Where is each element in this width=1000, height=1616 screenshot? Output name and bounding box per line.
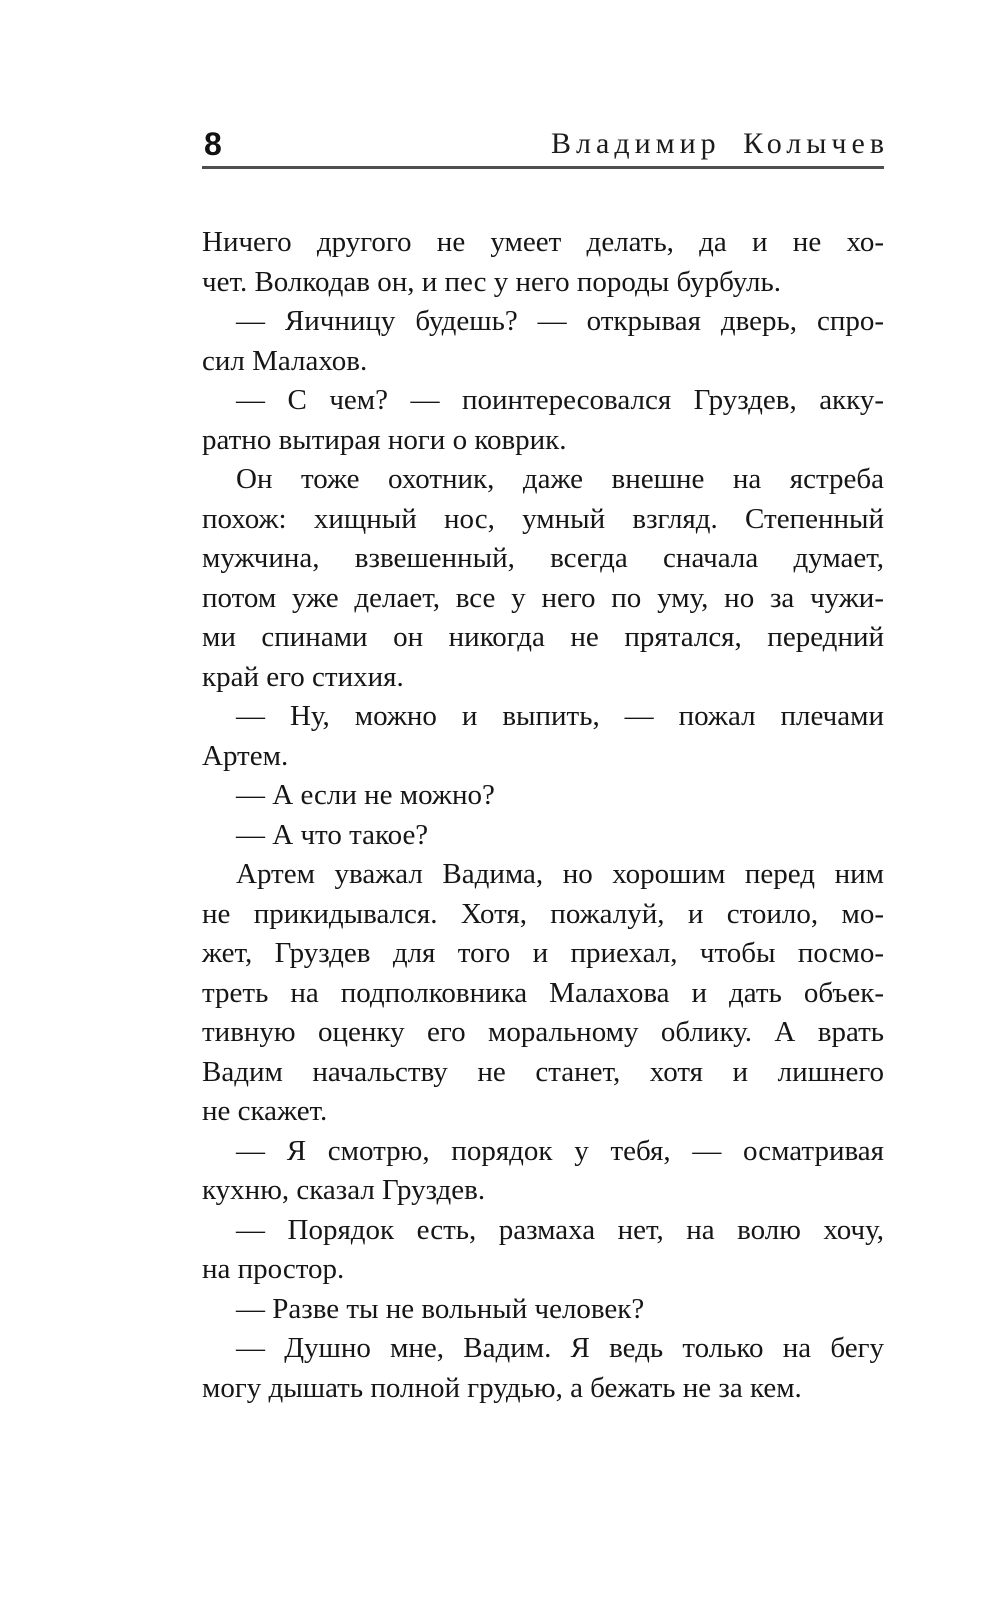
text-line: Вадим начальству не станет, хотя и лишнего [202, 1055, 884, 1088]
text-line: потом уже делает, все у него по уму, но за чужи- [202, 581, 884, 614]
text-line: — Порядок есть, размаха нет, на волю хочу, [236, 1213, 884, 1246]
text-line: — А что такое? [236, 818, 429, 851]
text-line: не скажет. [202, 1095, 328, 1127]
header-rule-divider [202, 166, 884, 169]
text-line: чет. Волкодав он, и пес у него породы бурбуль. [202, 265, 781, 298]
text-line: — А если не можно? [236, 779, 495, 811]
text-line: — Ну, можно и выпить, — пожал плечами [236, 700, 884, 732]
page-number: 8 [204, 126, 222, 162]
text-line: треть на подполковника Малахова и дать объек- [202, 976, 884, 1009]
text-line: — С чем? — поинтересовался Груздев, акку- [236, 384, 884, 416]
text-line: ми спинами он никогда не прятался, передний [202, 621, 884, 653]
text-line: сил Малахов. [202, 344, 368, 377]
text-line: на простор. [202, 1253, 345, 1285]
text-line: — Разве ты не вольный человек? [236, 1292, 645, 1325]
text-line: — Душно мне, Вадим. Я ведь только на бегу [236, 1332, 884, 1364]
text-line: — Яичницу будешь? — открывая дверь, спро- [236, 305, 884, 337]
text-line: не прикидывался. Хотя, пожалуй, и стоило, мо- [202, 897, 884, 930]
text-line: похож: хищный нос, умный взгляд. Степенный [202, 502, 884, 535]
page-body [202, 223, 884, 1408]
text-line: край его стихия. [202, 660, 404, 693]
running-head-author: Владимир Колычев [551, 127, 889, 160]
text-line: жет, Груздев для того и приехал, чтобы посмо- [202, 937, 884, 969]
text-line: — Я смотрю, порядок у тебя, — осматривая [236, 1134, 884, 1167]
text-line: тивную оценку его моральному облику. А врать [202, 1016, 884, 1048]
text-line: Он тоже охотник, даже внешне на ястреба [236, 463, 884, 495]
text-line: мужчина, взвешенный, всегда сначала думает, [202, 542, 884, 574]
text-line: кухню, сказал Груздев. [202, 1174, 486, 1206]
text-line: Артем. [202, 739, 289, 772]
page-header [202, 0, 889, 168]
text-line: Артем уважал Вадима, но хорошим перед ним [236, 858, 884, 890]
text-line: могу дышать полной грудью, а бежать не за кем. [202, 1371, 802, 1404]
text-line: Ничего другого не умеет делать, да и не хо- [202, 226, 884, 258]
text-line: ратно вытирая ноги о коврик. [202, 423, 567, 456]
